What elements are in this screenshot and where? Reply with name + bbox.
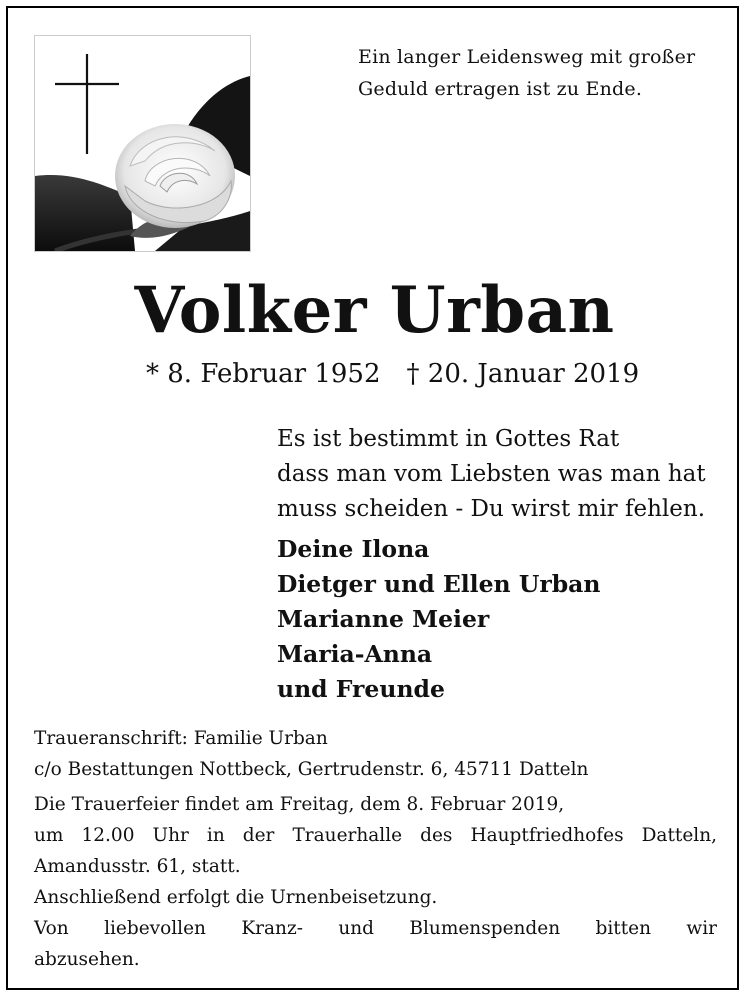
deceased-name: Volker Urban — [134, 273, 615, 348]
ceremony-text: Die Trauerfeier findet am Freitag, dem 8. Februar 2019, — [34, 794, 565, 815]
mourner-name: und Freunde — [277, 675, 445, 703]
verse-line: Es ist bestimmt in Gottes Rat — [277, 426, 620, 452]
death-date: † 20. Januar 2019 — [406, 359, 640, 389]
mourning-address-detail: c/o Bestattungen Nottbeck, Gertrudenstr. 6, 45711 Datteln — [34, 759, 589, 780]
mourner-name: Maria-Anna — [277, 640, 433, 668]
motto-line: Ein langer Leidensweg mit großer — [358, 46, 696, 68]
cross-and-rose-image — [34, 35, 251, 252]
verse — [277, 422, 706, 527]
life-dates — [146, 356, 639, 392]
mourner-name: Marianne Meier — [277, 605, 490, 633]
burial-text: Anschließend erfolgt die Urnenbeisetzung. — [34, 887, 438, 908]
mourning-address: Traueranschrift: Familie Urban — [34, 728, 328, 749]
birth-date: * 8. Februar 1952 — [146, 359, 381, 389]
flowers-text: Von liebevollen Kranz- und Blumenspenden bitten wir — [34, 918, 717, 939]
verse-line: muss scheiden - Du wirst mir fehlen. — [277, 496, 706, 522]
verse-line: dass man vom Liebsten was man hat — [277, 461, 706, 487]
funeral-info — [34, 723, 717, 975]
flowers-text: abzusehen. — [34, 949, 140, 970]
mourner-name: Dietger und Ellen Urban — [277, 570, 601, 598]
rose-icon — [35, 36, 250, 251]
motto-line: Geduld ertragen ist zu Ende. — [358, 78, 643, 100]
mourner-name: Deine Ilona — [277, 535, 430, 563]
mourners-list — [277, 532, 600, 707]
motto — [358, 41, 695, 105]
ceremony-text: um 12.00 Uhr in der Trauerhalle des Hauptfriedhofes Datteln, — [34, 825, 717, 846]
ceremony-text: Amandusstr. 61, statt. — [34, 856, 241, 877]
